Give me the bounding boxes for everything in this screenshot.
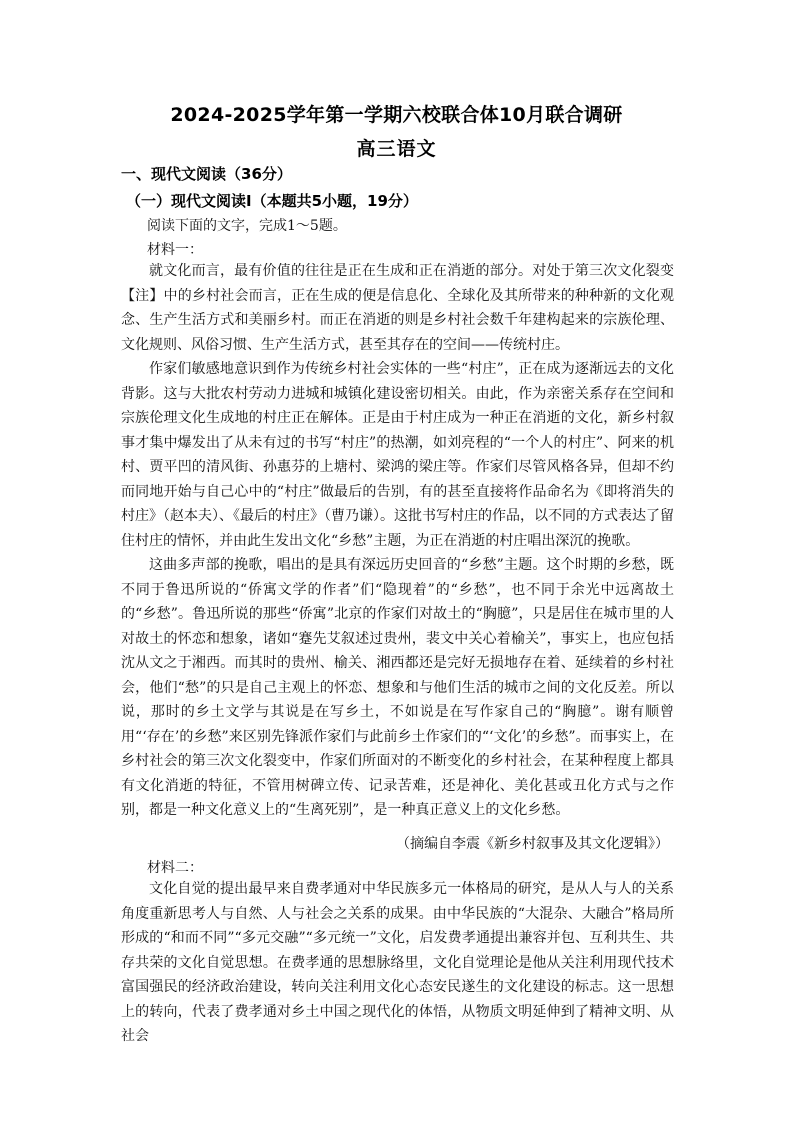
exam-title: 2024-2025学年第一学期六校联合体10月联合调研 bbox=[170, 104, 623, 126]
material-two-paragraph: 文化自觉的提出最早来自费孝通对中华民族多元一体格局的研究，是从人与人的关系角度重新思考人与自然、人与社会之关系的成果。由中华民族的“大混杂、大融合”格局所形成的“和而不同”“多元交融”“多元统一”文化，启发费孝通提出兼容并包、互利共生、共存共荣的文化自觉思想。在费孝通的思想脉络里，文化自觉理论是他从关注利用现代技术富国强民的经济政治建设，转向关注利用文化心态安民遂生的文化建设的标志。这一思想上的转向，代表了费孝通对乡土中国之现代化的体悟，从物质文明延伸到了精神文明、从社会 bbox=[121, 881, 674, 1044]
material-two-label: 材料二： bbox=[147, 860, 203, 876]
material-one-label: 材料一： bbox=[147, 242, 203, 258]
section-heading: 一、现代文阅读（36分） bbox=[121, 165, 292, 183]
material-one-paragraph: 作家们敏感地意识到作为传统乡村社会实体的一些“村庄”，正在成为逐渐远去的文化背影。这与大批农村劳动力进城和城镇化建设密切相关。由此，作为亲密关系存在空间和宗族伦理文化生成地的村庄正在解体。正是由于村庄成为一种正在消逝的文化，新乡村叙事才集中爆发出了从未有过的书写“村庄”的热潮，如刘亮程的“一个人的村庄”、阿来的机村、贾平凹的清风街、孙惠芬的上塘村、梁鸿的梁庄等。作家们尽管风格各异，但却不约而同地开始与自己心中的“村庄”做最后的告别，有的甚至直接将作品命名为《即将消失的村庄》（赵本夫）、《最后的村庄》（曹乃谦）。这批书写村庄的作品，以不同的方式表达了留住村庄的情怀，并由此生发出文化“乡愁”主题，为正在消逝的村庄唱出深沉的挽歌。 bbox=[121, 361, 674, 549]
material-one-source: （摘编自李震《新乡村叙事及其文化逻辑》） bbox=[396, 836, 669, 852]
material-one-paragraph: 这曲多声部的挽歌，唱出的是具有深远历史回音的“乡愁”主题。这个时期的乡愁，既不同于鲁迅所说的“侨寓文学的作者”们“隐现着”的“乡愁”，也不同于余光中远离故土的“乡愁”。鲁迅所说的那些“侨寓”北京的作家们对故土的“胸臆”，只是居住在城市里的人对故土的怀恋和想象，诸如“蹇先艾叙述过贵州，裴文中关心着榆关”，事实上，也应包括沈从文之于湘西。而其时的贵州、榆关、湘西都还是完好无损地存在着、延续着的乡村社会，他们“愁”的只是自己主观上的怀恋、想象和与他们生活的城市之间的文化反差。所以说，那时的乡土文学与其说是在写乡土，不如说是在写作家自己的“胸臆”。谢有顺曾用“‘存在’的乡愁”来区别先锋派作家们与此前乡土作家们的“‘文化’的乡愁”。而事实上，在乡村社会的第三次文化裂变中，作家们所面对的不断变化的乡村社会，在某种程度上都具有文化消逝的特征，不管用树碑立传、记录苦难，还是神化、美化甚或丑化方式与之作别，都是一种文化意义上的“生离死别”，是一种真正意义上的文化乡愁。 bbox=[121, 557, 674, 818]
reading-instruction: 阅读下面的文字，完成1～5题。 bbox=[147, 218, 347, 234]
exam-subject: 高三语文 bbox=[356, 138, 437, 160]
material-one-paragraph: 就文化而言，最有价值的往往是正在生成和正在消逝的部分。对处于第三次文化裂变【注】中的乡村社会而言，正在生成的便是信息化、全球化及其所带来的种种新的文化观念、生产生活方式和美丽乡村。而正在消逝的则是乡村社会数千年建构起来的宗族伦理、文化规则、风俗习惯、生产生活方式，甚至其存在的空间——传统村庄。 bbox=[121, 263, 674, 353]
subsection-heading: （一）现代文阅读Ⅰ（本题共5小题，19分） bbox=[126, 192, 418, 210]
